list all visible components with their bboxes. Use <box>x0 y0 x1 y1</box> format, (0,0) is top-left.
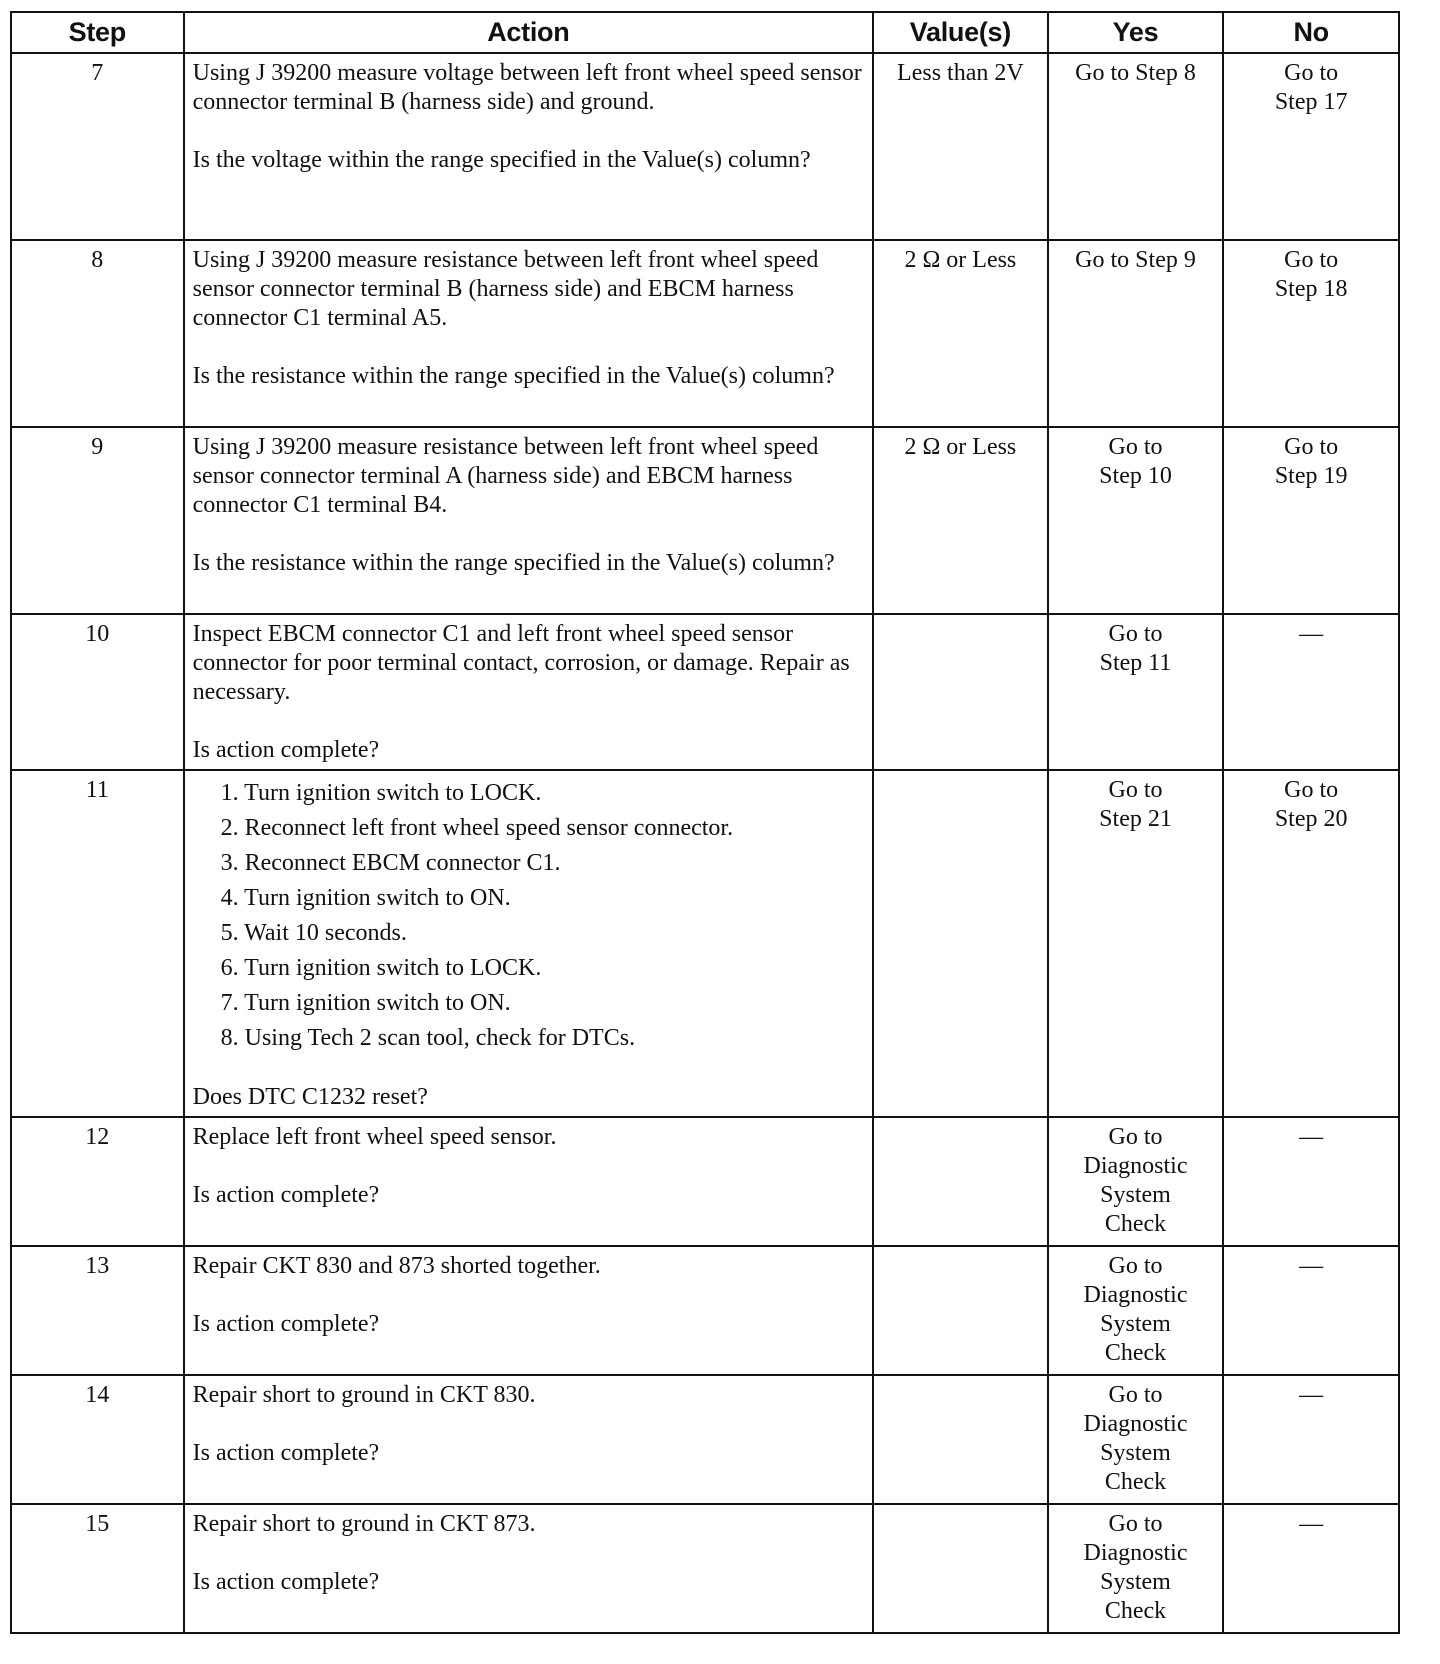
action-question: Is the resistance within the range specified in the Value(s) column? <box>192 550 835 576</box>
value-cell <box>873 614 1048 770</box>
action-text: Replace left front wheel speed sensor. <box>192 1124 557 1150</box>
step-number: 11 <box>11 770 184 1117</box>
action-cell <box>184 1246 873 1375</box>
step-number: 10 <box>11 614 184 770</box>
no-cell: — <box>1223 1375 1399 1504</box>
list-item: 1. Turn ignition switch to LOCK. <box>220 780 542 806</box>
action-text: Inspect EBCM connector C1 and left front wheel speed sensor connector for poor terminal contact, corrosion, or damage. Repair as necessary. <box>192 621 850 705</box>
table-row <box>11 427 1399 614</box>
table-row <box>11 614 1399 770</box>
header-values: Value(s) <box>873 12 1048 53</box>
no-cell: Go to Step 19 <box>1223 427 1399 614</box>
action-text: Using J 39200 measure resistance between left front wheel speed sensor connector terminal A (harness side) and EBCM harness connector C1 terminal B4. <box>192 434 819 518</box>
value-cell: 2 Ω or Less <box>873 240 1048 427</box>
header-yes: Yes <box>1048 12 1224 53</box>
header-no: No <box>1223 12 1399 53</box>
action-question: Is action complete? <box>192 737 380 763</box>
action-text: Using J 39200 measure resistance between left front wheel speed sensor connector terminal B (harness side) and EBCM harness connector C1 terminal A5. <box>192 247 819 331</box>
action-cell <box>184 53 873 240</box>
table-row <box>11 240 1399 427</box>
no-cell: Go to Step 17 <box>1223 53 1399 240</box>
action-question: Is action complete? <box>192 1569 380 1595</box>
action-question: Is action complete? <box>192 1311 380 1337</box>
no-cell: — <box>1223 1246 1399 1375</box>
yes-cell: Go to Step 9 <box>1048 240 1224 427</box>
action-text: Repair CKT 830 and 873 shorted together. <box>192 1253 601 1279</box>
list-item: 8. Using Tech 2 scan tool, check for DTCs. <box>220 1025 636 1051</box>
list-item: 4. Turn ignition switch to ON. <box>220 885 511 911</box>
yes-cell: Go to Step 11 <box>1048 614 1224 770</box>
action-cell <box>184 770 873 1117</box>
action-text: Repair short to ground in CKT 830. <box>192 1382 536 1408</box>
diagnostic-table <box>10 11 1400 1634</box>
yes-cell: Go to Diagnostic System Check <box>1048 1246 1224 1375</box>
list-item: 7. Turn ignition switch to ON. <box>220 990 511 1016</box>
action-question: Is action complete? <box>192 1182 380 1208</box>
action-cell <box>184 240 873 427</box>
value-cell <box>873 770 1048 1117</box>
table-row <box>11 1117 1399 1246</box>
action-text: Using J 39200 measure voltage between left front wheel speed sensor connector terminal B (harness side) and ground. <box>192 60 862 115</box>
no-cell: Go to Step 18 <box>1223 240 1399 427</box>
action-cell <box>184 1375 873 1504</box>
action-text: Repair short to ground in CKT 873. <box>192 1511 536 1537</box>
table-row <box>11 1504 1399 1633</box>
step-number: 14 <box>11 1375 184 1504</box>
value-cell <box>873 1246 1048 1375</box>
list-item: 3. Reconnect EBCM connector C1. <box>220 850 561 876</box>
value-cell <box>873 1117 1048 1246</box>
no-cell: — <box>1223 1117 1399 1246</box>
value-cell <box>873 1375 1048 1504</box>
table-row <box>11 770 1399 1117</box>
action-cell <box>184 1504 873 1633</box>
header-action: Action <box>184 12 873 53</box>
action-question: Is the voltage within the range specified in the Value(s) column? <box>192 147 811 173</box>
yes-cell: Go to Diagnostic System Check <box>1048 1375 1224 1504</box>
table-row <box>11 1246 1399 1375</box>
list-item: 6. Turn ignition switch to LOCK. <box>220 955 542 981</box>
no-cell: — <box>1223 1504 1399 1633</box>
action-question: Is the resistance within the range specified in the Value(s) column? <box>192 363 835 389</box>
yes-cell: Go to Step 8 <box>1048 53 1224 240</box>
step-number: 13 <box>11 1246 184 1375</box>
list-item: 5. Wait 10 seconds. <box>220 920 407 946</box>
step-number: 9 <box>11 427 184 614</box>
step-number: 12 <box>11 1117 184 1246</box>
yes-cell: Go to Diagnostic System Check <box>1048 1117 1224 1246</box>
header-row <box>11 12 1399 53</box>
procedure-list <box>193 776 864 1056</box>
value-cell <box>873 1504 1048 1633</box>
list-item: 2. Reconnect left front wheel speed sensor connector. <box>220 815 734 841</box>
action-cell <box>184 1117 873 1246</box>
action-question: Does DTC C1232 reset? <box>192 1084 428 1110</box>
yes-cell: Go to Step 10 <box>1048 427 1224 614</box>
table-row <box>11 53 1399 240</box>
header-step: Step <box>11 12 184 53</box>
step-number: 8 <box>11 240 184 427</box>
no-cell: — <box>1223 614 1399 770</box>
action-cell <box>184 614 873 770</box>
value-cell: 2 Ω or Less <box>873 427 1048 614</box>
step-number: 7 <box>11 53 184 240</box>
yes-cell: Go to Diagnostic System Check <box>1048 1504 1224 1633</box>
table-row <box>11 1375 1399 1504</box>
yes-cell: Go to Step 21 <box>1048 770 1224 1117</box>
value-cell: Less than 2V <box>873 53 1048 240</box>
action-question: Is action complete? <box>192 1440 380 1466</box>
step-number: 15 <box>11 1504 184 1633</box>
action-cell <box>184 427 873 614</box>
no-cell: Go to Step 20 <box>1223 770 1399 1117</box>
